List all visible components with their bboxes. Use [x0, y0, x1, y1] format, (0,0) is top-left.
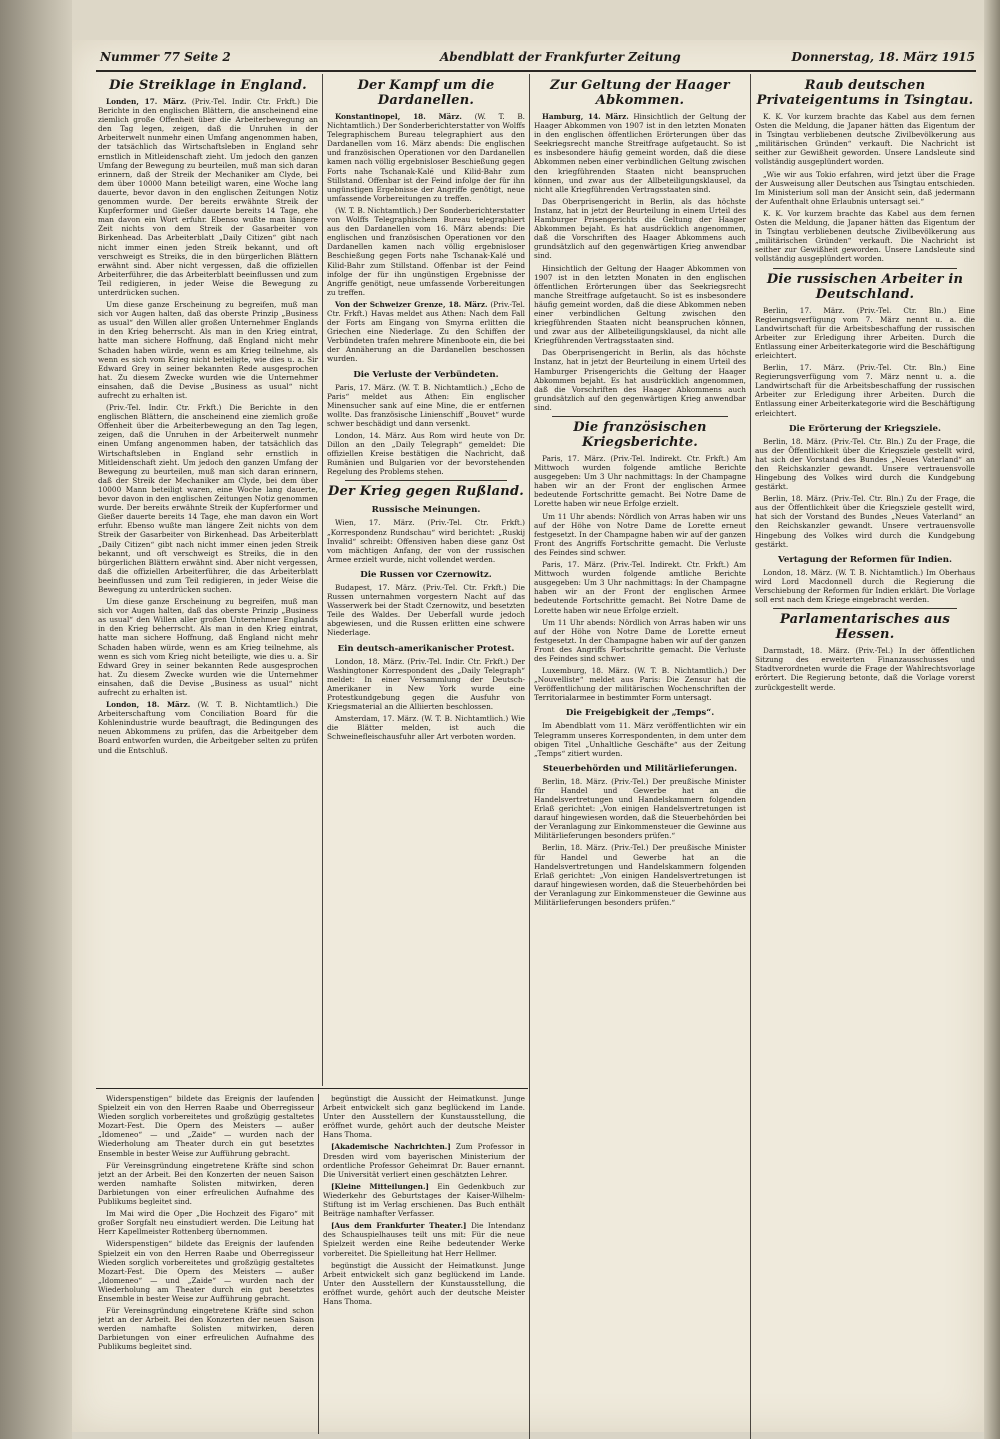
issue-date: Donnerstag, 18. März 1915 — [791, 50, 975, 64]
article-text: Widerspenstigen“ bildete das Ereignis der laufenden Spielzeit ein von den Herren Raabe und Oberregisseur Wieden sorglich vorbereitetes und großzügig gestaltetes Mozart-Fest. Die Opern des Meisters — außer „Idomeneo“ — und „Zaide“ — wurden nach der Wiederholung am Theater durch ein gut besetztes Ensemble in bester Weise zur Aufführung gebracht. — [98, 1239, 314, 1303]
article-text: (Priv.-Tel. Ctr. Frkft.) Havas meldet aus Athen: Nach dem Fall der Forts am Eingang von Smyrna erlitten die Griechen eine Niederlage. Zu den Schiffen der Verbündeten trafen mehrere Minenboote ein, die bei der Annäherung an die Dardanellen beschossen wurden. — [327, 299, 525, 364]
article-text: (Priv.-Tel. Indir. Ctr. Frkft.) Die Berichte in den englischen Blättern, die anscheinend eine ziemlich große Offenheit über die Arbeiterbewegung an den Tag legen, zeigen, daß die Unruhen in der Arbeiterwelt nunmehr einen Umfang angenommen haben, der tatsächlich das Wirtschaftsleben in England sehr ernstlich in Mitleidenschaft zieht. Um jedoch den ganzen Umfang der Bewegung zu beurteilen, muß man sich daran erinnern, daß der Streik der Mechaniker am Clyde, bei dem über 10000 Mann beteiligt waren, eine Woche lang dauerte, bevor davon in den englischen Zeitungen Notiz genommen wurde. Der bereits erwähnte Streik der Kupferformer und Gießer dauerte bereits 14 Tage, ehe man davon ein Wort erfuhr. Ebenso wußte man längere Zeit nichts von dem Streik der Gasarbeiter von Birkenhead. Das Arbeiterblatt „Daily Citizen“ gibt nach nicht immer einen jeden Streik bekannt, und oft verschweigt es Streiks, die in den bürgerlichen Blättern erwähnt sind. Aber nicht vergessen, daß die offiziellen Arbeiterführer, die das Arbeiterblatt beeinflussen und zum Teil redigieren, in jeder Weise die Bewegung zu unterdrücken suchen. — [98, 97, 318, 297]
article-text: (W. T. B. Nichtamtlich.) Der Sonderberichterstatter von Wolffs Telegraphischem Bureau telegraphiert aus den Dardanellen vom 16. März abends: Die englischen und französischen Operationen vor den Dardanellen kamen nach völlig ergebnisloser Beschießung gegen Forts nahe Tschanak-Kalé und Kilid-Bahr zum Stillstand. Offenbar ist der Feind infolge der für ihn ungünstigen Ergebnisse der Angriffe genötigt, neue umfassende Vorbereitungen zu treffen. — [327, 205, 525, 297]
article-text: Um 11 Uhr abends: Nördlich von Arras haben wir uns auf der Höhe von Notre Dame de Lorette erneut festgesetzt. In der Champagne haben wir auf der ganzen Front des Angriffs Fortschritte gemacht. Die Verluste des Feindes sind schwer. — [534, 511, 746, 557]
article-text: Paris, 17. März. (W. T. B. Nichtamtlich.) „Echo de Paris“ meldet aus Athen: Ein englischer Minensucher sank auf eine Mine, die er entfernen wollte. Das französische Linienschiff „Bouvet“ wurde schwer beschädigt und dann versenkt. — [327, 382, 525, 428]
column-rule — [322, 74, 323, 1086]
article-text: Zum Professor in Dresden wird vom bayerischen Ministerium der ordentliche Professor Geheimrat Dr. Bauer ernannt. Die Universität verliert einen geschätzten Lehrer. — [323, 1142, 525, 1179]
article-text: London, 18. März. (W. T. B. Nichtamtlich.) Im Oberhaus wird Lord Macdonnell durch die Regierung die Verschiebung der Reformen für Indien erklärt. Die Vorlage soll erst nach dem Kriege eingebracht werden. — [755, 567, 975, 605]
article-text: Widerspenstigen“ bildete das Ereignis der laufenden Spielzeit ein von den Herren Raabe und Oberregisseur Wieden sorglich vorbereitetes und großzügig gestaltetes Mozart-Fest. Die Opern des Meisters — außer „Idomeneo“ — und „Zaide“ — wurden nach der Wiederholung am Theater durch ein gut besetztes Ensemble in bester Weise zur Aufführung gebracht. — [98, 1094, 314, 1158]
headline: Parlamentarisches aus Hessen. — [780, 612, 950, 643]
dateline: Hamburg, 14. März. — [542, 112, 629, 121]
article-text: Paris, 17. März. (Priv.-Tel. Indirekt. Ctr. Frkft.) Am Mittwoch wurden folgende amtliche Berichte ausgegeben: Um 3 Uhr nachmittags: In der Champagne haben wir an der Front der englischen Armee bedeutende Fortschritte gemacht. Bei Notre Dame de Lorette haben wir neue Erfolge erzielt. — [534, 560, 746, 615]
masthead-rule — [96, 70, 976, 72]
divider — [345, 480, 507, 481]
scan-right-edge — [984, 0, 1000, 1439]
divider — [773, 608, 957, 609]
article-text: London, 18. März. (Priv.-Tel. Indir. Ctr. Frkft.) Der Washingtoner Korrespondent des „Daily Telegraph“ meldet: In einer Versammlung der Deutsch-Amerikaner in New York wurde eine Protestkundgebung gegen die Ausfuhr von Kriegsmaterial an die Alliierten beschlossen. — [327, 656, 525, 711]
article-text: (Priv.-Tel. Indir. Ctr. Frkft.) Die Berichte in den englischen Blättern, die anscheinend eine ziemlich große Offenheit über die Arbeiterbewegung an den Tag legen, zeigen, daß die Unruhen in der Arbeiterwelt nunmehr einen Umfang angenommen haben, der tatsächlich das Wirtschaftsleben in England sehr ernstlich in Mitleidenschaft zieht. Um jedoch den ganzen Umfang der Bewegung zu beurteilen, muß man sich daran erinnern, daß der Streik der Mechaniker am Clyde, bei dem über 10000 Mann beteiligt waren, eine Woche lang dauerte, bevor davon in den englischen Zeitungen Notiz genommen wurde. Der bereits erwähnte Streik der Kupferformer und Gießer dauerte bereits 14 Tage, ehe man davon ein Wort erfuhr. Ebenso wußte man längere Zeit nichts von dem Streik der Gasarbeiter von Birkenhead. Das Arbeiterblatt „Daily Citizen“ gibt nach nicht immer einen jeden Streik bekannt, und oft verschweigt es Streiks, die in den bürgerlichen Blättern erwähnt sind. Aber nicht vergessen, daß die offiziellen Arbeiterführer, die das Arbeiterblatt beeinflussen und zum Teil redigieren, in jeder Weise die Bewegung zu unterdrücken suchen. — [98, 403, 318, 594]
article-text: K. K. Vor kurzem brachte das Kabel aus dem fernen Osten die Meldung, die Japaner hätten das Eigentum der in Tsingtau verbliebenen deutsche Zivilbevölkerung aus „militärischen Gründen“ verkauft. Die Nachricht ist seither zur Gewißheit geworden. Unsere Landsleute sind vollständig ausgeplündert worden. — [755, 208, 975, 264]
article-text: Wien, 17. März. (Priv.-Tel. Ctr. Frkft.) „Korrespondenz Rundschau“ wird berichtet: „Ruskij Invalid“ schreibt: Offensiven haben diese ganz Ost vom mächtigen Anfang, der von der russischen Armee erzielt wurde, nicht vollendet werden. — [327, 518, 525, 564]
article-text: Das Oberprisengericht in Berlin, als das höchste Instanz, hat in jetzt der Beurteilung in einem Urteil des Hamburger Prisengerichts die Geltung der Haager Abkommen bejaht. Es hat ausdrücklich angenommen, daß die Vorschriften des Haager Abkommens auch grundsätzlich auf den gegenwärtigen Krieg anwendbar sind. — [534, 196, 746, 261]
dateline: London, 18. März. — [106, 700, 191, 710]
article-text: Um diese ganze Erscheinung zu begreifen, muß man sich vor Augen halten, daß das oberste Prinzip „Business as usual“ den Willen aller großen Unternehmer Englands in den Krieg beherrscht. Als man in den Krieg eintrat, hatte man sichere Hoffnung, daß England nicht mehr Schaden haben würde, wenn es am Krieg teilnehme, als wenn es sich vom Krieg nicht beteiligte, wie dies u. a. Sir Edward Grey in seiner bekannten Rede ausgesprochen hat. Zu diesem Zwecke wurden wie die Unternehmer einsahen, daß die Devise „Business as usual“ nicht aufrecht zu erhalten ist. — [98, 597, 318, 697]
article-text: begünstigt die Aussicht der Heimatkunst. Junge Arbeit entwickelt sich ganz beglückend im Lande. Unter den Ausstellern der Kunstausstellung, die eröffnet wurde, gehört auch der deutsche Meister Hans Thoma. — [323, 1094, 525, 1140]
headline: Die Streiklage in England. — [109, 78, 307, 93]
article-text: Für Vereinsgründung eingetretene Kräfte sind schon jetzt an der Arbeit. Bei den Konzerten der neuen Saison werden namhafte Solisten mitwirken, deren Darbietungen von einer erfreulichen Aufnahme des Publikums begleitet sind. — [98, 1160, 314, 1207]
article-text: Berlin, 18. März. (Priv.-Tel.) Der preußische Minister für Handel und Gewerbe hat an die Handelsvertretungen und Handelskammern folgenden Erlaß gerichtet: „Von einigen Handelsvertretungen ist darauf hingewiesen worden, daß die Steuerbehörden bei der Veranlagung zur Einkommensteuer die Gewinne aus Militärlieferungen besonders prüfen.“ — [534, 776, 746, 841]
article-text: „Wie wir aus Tokio erfahren, wird jetzt über die Frage der Ausweisung aller Deutschen aus Tsingtau entschieden. Im Ministerium soll man der Ansicht sein, daß jedermann der Aufenthalt ohne Erlaubnis untersagt sei.“ — [755, 169, 975, 206]
headline: Der Kampf um die Dardanellen. — [357, 78, 495, 108]
headline: Zur Geltung der Haager Abkommen. — [550, 78, 730, 108]
paper-title: Abendblatt der Frankfurter Zeitung — [440, 50, 681, 64]
dateline: Konstantinopel, 18. März. — [335, 112, 462, 121]
subheading: Vertagung der Reformen für Indien. — [778, 554, 952, 565]
article-text: K. K. Vor kurzem brachte das Kabel aus dem fernen Osten die Meldung, die Japaner hätten das Eigentum der in Tsingtau verbliebenen deutsche Zivilbevölkerung aus „militärischen Gründen“ verkauft. Die Nachricht ist seither zur Gewißheit geworden. Unsere Landsleute sind vollständig ausgeplündert worden. — [755, 112, 975, 167]
headline: Die französischen Kriegsberichte. — [573, 420, 707, 450]
article-tsingtau — [755, 78, 975, 1434]
article-dardanellen — [327, 78, 525, 1084]
feuilleton-right — [323, 1094, 525, 1434]
article-haager-abkommen — [534, 78, 746, 1434]
dateline: Londen, 17. März. — [106, 97, 187, 106]
divider — [773, 268, 957, 269]
rubric: [Kleine Mitteilungen.] — [331, 1181, 429, 1191]
article-text: Das Oberprisengericht in Berlin, als das höchste Instanz, hat in jetzt der Beurteilung in einem Urteil des Hamburger Prisengerichts die Geltung der Haager Abkommen bejaht. Es hat ausdrücklich angenommen, daß die Vorschriften des Haager Abkommens auch grundsätzlich auf den gegenwärtigen Krieg anwendbar sind. — [534, 348, 746, 412]
subheading: Die Russen vor Czernowitz. — [360, 569, 492, 580]
article-text: (W. T. B. Nichtamtlich.) Der Sonderberichterstatter von Wolffs Telegraphischem Bureau telegraphiert aus den Dardanellen vom 16. März abends: Die englischen und französischen Operationen vor den Dardanellen kamen nach völlig ergebnisloser Beschießung gegen Forts nahe Tschanak-Kalé und Kilid-Bahr zum Stillstand. Offenbar ist der Feind infolge der für ihn ungünstigen Ergebnisse der Angriffe genötigt, neue umfassende Vorbereitungen zu treffen. — [327, 112, 525, 203]
article-text: Für Vereinsgründung eingetretene Kräfte sind schon jetzt an der Arbeit. Bei den Konzerten der neuen Saison werden namhafte Solisten mitwirken, deren Darbietungen von einer erfreulichen Aufnahme des Publikums begleitet sind. — [98, 1306, 314, 1352]
binding-gutter — [0, 0, 72, 1439]
dateline: Von der Schweizer Grenze, 18. März. — [335, 299, 488, 309]
article-streiklage — [98, 78, 318, 1084]
rubric: [Aus dem Frankfurter Theater.] — [331, 1221, 467, 1231]
subheading: Die Erörterung der Kriegsziele. — [789, 423, 941, 434]
subheading: Ein deutsch-amerikanischer Protest. — [337, 643, 515, 654]
article-text: Amsterdam, 17. März. (W. T. B. Nichtamtlich.) Wie die Blätter melden, ist auch die Schweinefleischausfuhr aller Art verboten worden. — [327, 714, 525, 742]
article-text: (W. T. B. Nichtamtlich.) Die Arbeiterschaftung vom Conciliation Board für die Kohlenindustrie wurde beauftragt, die Bedingungen des neuen Abkommens zu prüfen, das die Arbeitgeber dem Board entworfen wurden, die Arbeitgeber selten zu prüfen und die Entschluß. — [98, 700, 318, 755]
article-text: Berlin, 17. März. (Priv.-Tel. Ctr. Bln.) Eine Regierungsverfügung vom 7. März nennt u. a. die Landwirtschaft für die Arbeitsbeschaffung der russischen Arbeiter zur Erledigung ihrer Arbeiten. Durch die Entlassung einer Arbeiterkategorie wird die Beschäftigung erleichtert. — [755, 305, 975, 360]
feuilleton-rule — [96, 1088, 528, 1089]
article-text: Luxemburg, 18. März. (W. T. B. Nichtamtlich.) Der „Nouvelliste“ meldet aus Paris: Die Zensur hat die Veröffentlichung der militärischen Wochenschriften der Territorialarmee in bestimmter Form untersagt. — [534, 666, 746, 703]
subheading: Steuerbehörden und Militärlieferungen. — [542, 763, 738, 774]
headline: Raub deutschen Privateigentums in Tsingtau. — [756, 78, 974, 108]
article-text: Hinsichtlich der Geltung der Haager Abkommen von 1907 ist in den letzten Monaten in den englischen öffentlichen Erörterungen über das Seekriegsrecht manche Streitfrage aufgetaucht. So ist es insbesondere häufig gemeint worden, daß die diese Abkommen neben einer verbindlichen Geltung zwischen den kriegführenden Staaten nicht beanspruchen können, und zwar aus der Allbeteiligungsklausel, da nicht alle Kriegführenden Vertragsstaaten sind. — [534, 112, 746, 194]
article-text: Um 11 Uhr abends: Nördlich von Arras haben wir uns auf der Höhe von Notre Dame de Lorette erneut festgesetzt. In der Champagne haben wir auf der ganzen Front des Angriffs Fortschritte gemacht. Die Verluste des Feindes sind schwer. — [534, 617, 746, 663]
headline: Der Krieg gegen Rußland. — [328, 484, 524, 500]
article-text: Um diese ganze Erscheinung zu begreifen, muß man sich vor Augen halten, daß das oberste Prinzip „Business as usual“ den Willen aller großen Unternehmer Englands in den Krieg beherrscht. Als man in den Krieg eintrat, hatte man sichere Hoffnung, daß England nicht mehr Schaden haben würde, wenn es am Krieg teilnehme, als wenn es sich vom Krieg nicht beteiligte, wie dies u. a. Sir Edward Grey in seiner bekannten Rede ausgesprochen hat. Zu diesem Zwecke wurden wie die Unternehmer einsahen, daß die Devise „Business as usual“ nicht aufrecht zu erhalten ist. — [98, 300, 318, 400]
column-rule — [318, 1094, 319, 1434]
article-text: begünstigt die Aussicht der Heimatkunst. Junge Arbeit entwickelt sich ganz beglückend im Lande. Unter den Ausstellern der Kunstausstellung, die eröffnet wurde, gehört auch der deutsche Meister Hans Thoma. — [323, 1260, 525, 1306]
article-text: Die Intendanz des Schauspielhauses teilt uns mit: Für die neue Spielzeit werden eine Reihe bedeutender Werke vorbereitet. Die Spielleitung hat Herr Hellmer. — [323, 1221, 525, 1258]
article-text: Im Abendblatt vom 11. März veröffentlichten wir ein Telegramm unseres Korrespondenten, in dem unter dem obigen Titel „Unhaltliche Geschäfte“ aus der Zeitung „Temps“ zitiert wurden. — [534, 721, 746, 758]
article-text: Budapest, 17. März. (Priv.-Tel. Ctr. Frkft.) Die Russen unternahmen vorgestern Nacht auf das Wasserwerk bei der Stadt Czernowitz, und besetzten Teile des Waldes. Der Ueberfall wurde jedoch abgewiesen, und die Russen erlitten eine schwere Niederlage. — [327, 582, 525, 638]
article-text: Paris, 17. März. (Priv.-Tel. Indirekt. Ctr. Frkft.) Am Mittwoch wurden folgende amtliche Berichte ausgegeben: Um 3 Uhr nachmittags: In der Champagne haben wir an der Front der englischen Armee bedeutende Fortschritte gemacht. Bei Notre Dame de Lorette haben wir neue Erfolge erzielt. — [534, 454, 746, 509]
article-text: Berlin, 18. März. (Priv.-Tel. Ctr. Bln.) Zu der Frage, die aus der Öffentlichkeit über die Kriegsziele gestellt wird, hat sich der Vorstand des Bundes „Neues Vaterland“ an den Reichskanzler gewandt. Unsere vertrauensvolle Hingebung des Volkes wird durch die Kundgebung gestärkt. — [755, 494, 975, 549]
headline: Die russischen Arbeiter in Deutschland. — [766, 271, 964, 302]
article-text: Hinsichtlich der Geltung der Haager Abkommen von 1907 ist in den letzten Monaten in den englischen öffentlichen Erörterungen über das Seekriegsrecht manche Streitfrage aufgetaucht. So ist es insbesondere häufig gemeint worden, daß die diese Abkommen neben einer verbindlichen Geltung zwischen den kriegführenden Staaten nicht beanspruchen können, und zwar aus der Allbeteiligungsklausel, da nicht alle Kriegführenden Vertragsstaaten sind. — [534, 263, 746, 346]
scan-top-margin — [72, 0, 984, 40]
page-number: Nummer 77 Seite 2 — [100, 50, 231, 64]
article-text: Ein Gedenkbuch zur Wiederkehr des Geburtstages der Kaiser-Wilhelm-Stiftung ist im Verlag erschienen. Das Buch enthält Beiträge namhafter Verfasser. — [323, 1181, 525, 1219]
subheading: Russische Meinungen. — [371, 505, 481, 516]
article-text: London, 14. März. Aus Rom wird heute von Dr. Dillon an den „Daily Telegraph“ gemeldet: Die offiziellen Kreise bestätigen die Nachricht, daß Rumänien und Bulgarien vor der bevorstehenden Regelung des Problems stehen. — [327, 431, 525, 477]
article-text: Im Mai wird die Oper „Die Hochzeit des Figaro“ mit großer Sorgfalt neu einstudiert werden. Die Leitung hat Herr Kapellmeister Rottenberg übernommen. — [98, 1209, 314, 1237]
divider — [552, 416, 728, 417]
rubric: [Akademische Nachrichten.] — [331, 1142, 451, 1152]
column-rule — [529, 74, 530, 1439]
subheading: Die Freigebigkeit der „Temps“. — [565, 708, 715, 719]
article-text: Berlin, 17. März. (Priv.-Tel. Ctr. Bln.) Eine Regierungsverfügung vom 7. März nennt u. a. die Landwirtschaft für die Arbeitsbeschaffung der russischen Arbeiter zur Erledigung ihrer Arbeiten. Durch die Entlassung einer Arbeiterkategorie wird die Beschäftigung erleichtert. — [755, 363, 975, 418]
masthead — [100, 50, 975, 70]
article-text: Darmstadt, 18. März. (Priv.-Tel.) In der öffentlichen Sitzung des erweiterten Finanzausschusses und Stadtverordneten wurde die Frage der Wahlrechtsvorlage erörtert. Die Regierung betonte, daß die Vorlage vorerst zurückgestellt werde. — [755, 646, 975, 692]
column-rule — [750, 74, 751, 1439]
subheading: Die Verluste der Verbündeten. — [353, 369, 499, 380]
article-text: Berlin, 18. März. (Priv.-Tel. Ctr. Bln.) Zu der Frage, die aus der Öffentlichkeit über die Kriegsziele gestellt wird, hat sich der Vorstand des Bundes „Neues Vaterland“ an den Reichskanzler gewandt. Unsere vertrauensvolle Hingebung des Volkes wird durch die Kundgebung gestärkt. — [755, 436, 975, 492]
article-text: Berlin, 18. März. (Priv.-Tel.) Der preußische Minister für Handel und Gewerbe hat an die Handelsvertretungen und Handelskammern folgenden Erlaß gerichtet: „Von einigen Handelsvertretungen ist darauf hingewiesen worden, daß die Steuerbehörden bei der Veranlagung zur Einkommensteuer die Gewinne aus Militärlieferungen besonders prüfen.“ — [534, 843, 746, 908]
feuilleton-left — [98, 1094, 314, 1434]
